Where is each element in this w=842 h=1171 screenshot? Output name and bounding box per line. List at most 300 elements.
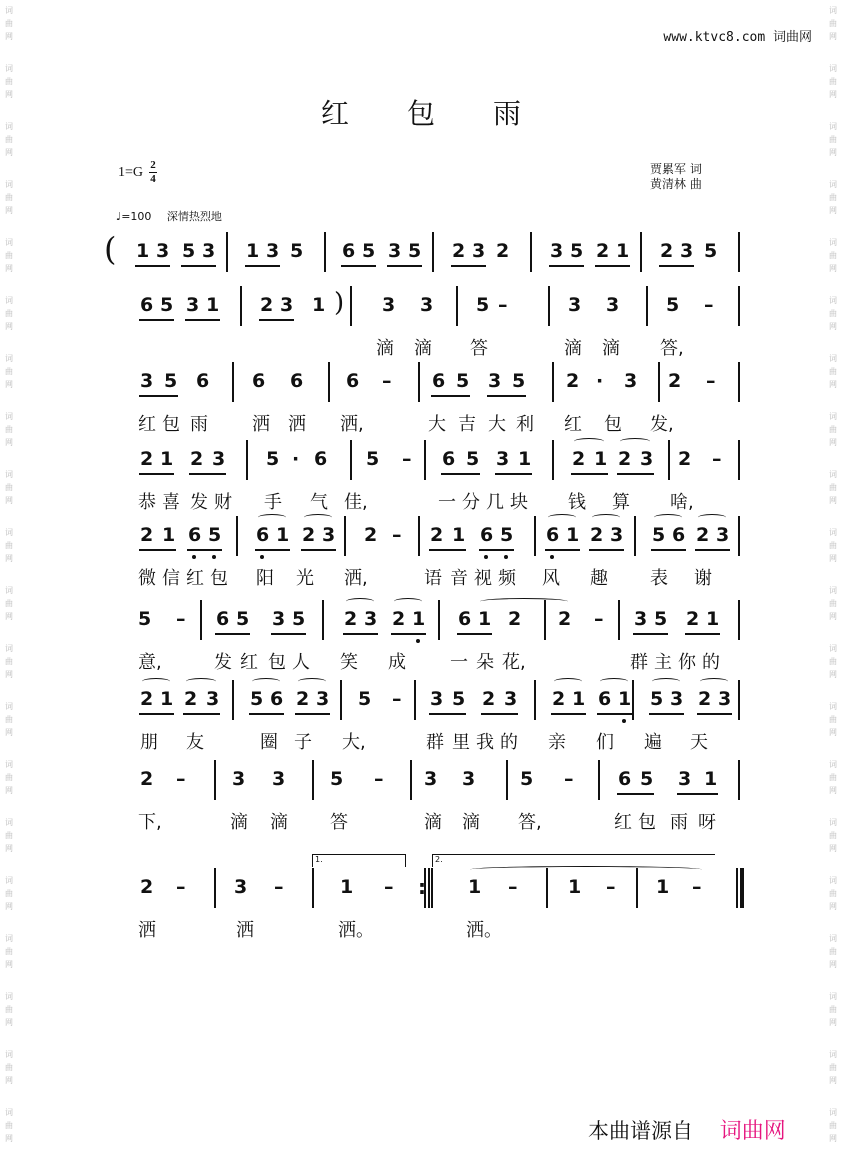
beam-underline	[185, 319, 220, 321]
note: 1	[206, 294, 220, 316]
watermark-char: 网	[829, 1076, 837, 1085]
note: –	[508, 876, 518, 898]
beam-underline	[295, 713, 330, 715]
lyric-syllable: 红	[564, 414, 582, 435]
barline	[738, 680, 740, 720]
note: 6	[252, 370, 266, 392]
watermark-char: 词	[5, 818, 13, 827]
watermark-char: 曲	[5, 367, 13, 376]
note: 6	[270, 688, 284, 710]
beam-underline	[341, 265, 376, 267]
note: 5	[640, 768, 654, 790]
note: 5	[466, 448, 480, 470]
beam-underline	[481, 713, 518, 715]
note: 3	[382, 294, 396, 316]
note: 3	[322, 524, 336, 546]
note: 3	[550, 240, 564, 262]
note: 5	[520, 768, 534, 790]
note: 3	[206, 688, 220, 710]
octave-dot	[622, 719, 626, 723]
slur	[298, 678, 326, 685]
lyrics-line	[0, 334, 842, 362]
watermark-char: 网	[829, 612, 837, 621]
lyrics-line	[0, 410, 842, 438]
note: 2	[508, 608, 522, 630]
note: 2	[660, 240, 674, 262]
volta-second: 2.	[432, 854, 715, 867]
note: 1	[452, 524, 466, 546]
lyric-syllable: 红	[614, 812, 632, 833]
time-signature	[149, 160, 157, 185]
watermark-char: 网	[5, 496, 13, 505]
open-paren: (	[104, 230, 117, 268]
lyric-syllable: 亲	[548, 732, 566, 753]
lyric-syllable: 的	[500, 732, 518, 753]
note: 2	[668, 370, 682, 392]
lyric-syllable: 子	[294, 732, 312, 753]
beam-underline	[259, 319, 294, 321]
note: –	[392, 524, 402, 546]
note: 2	[566, 370, 580, 392]
slur	[346, 598, 374, 605]
watermark-char: 词	[829, 586, 837, 595]
note: 3	[610, 524, 624, 546]
barline	[414, 680, 416, 720]
barline	[236, 516, 238, 556]
watermark-char: 曲	[5, 251, 13, 260]
close-paren: )	[334, 288, 345, 318]
barline	[506, 760, 508, 800]
beam-underline	[429, 713, 466, 715]
note: 1	[340, 876, 354, 898]
beam-underline	[649, 713, 684, 715]
octave-dot	[504, 555, 508, 559]
notes-line	[0, 290, 842, 330]
note: 3	[504, 688, 518, 710]
lyric-syllable: 雨	[670, 812, 688, 833]
watermark-char: 网	[5, 322, 13, 331]
note: 6	[458, 608, 472, 630]
note: 6	[314, 448, 328, 470]
watermark-char: 曲	[5, 425, 13, 434]
note: 1	[518, 448, 532, 470]
lyric-syllable: 洒,	[344, 568, 368, 589]
barline	[640, 232, 642, 272]
watermark-char: 词	[829, 992, 837, 1001]
beam-underline	[589, 549, 624, 551]
barline	[738, 600, 740, 640]
beam-underline	[451, 265, 486, 267]
note: 3	[670, 688, 684, 710]
note: 1	[276, 524, 290, 546]
barline	[350, 440, 352, 480]
watermark-char: 网	[829, 496, 837, 505]
notes-line	[0, 604, 842, 644]
note: 2	[698, 688, 712, 710]
lyric-syllable: 钱	[568, 492, 586, 513]
watermark-char: 曲	[5, 599, 13, 608]
note: 6	[480, 524, 494, 546]
lyric-syllable: 信	[162, 568, 180, 589]
slur	[554, 678, 582, 685]
lyric-syllable: 的	[702, 652, 720, 673]
note: 6	[442, 448, 456, 470]
notes-line	[0, 855, 842, 912]
lyric-syllable: 呀	[698, 812, 716, 833]
beam-underline	[139, 395, 178, 397]
watermark-char: 曲	[5, 483, 13, 492]
key-signature	[118, 160, 157, 185]
barline	[240, 286, 242, 326]
lyrics-line	[0, 564, 842, 592]
lyric-syllable: 主	[654, 652, 672, 673]
beam-underline	[187, 549, 222, 551]
lyric-syllable: 红	[138, 414, 156, 435]
watermark-char: 词	[5, 6, 13, 15]
note: 2	[596, 240, 610, 262]
lyric-syllable: 表	[650, 568, 668, 589]
time-den: 4	[150, 173, 156, 185]
note: 6	[216, 608, 230, 630]
barline	[214, 868, 216, 908]
beam-underline	[597, 713, 632, 715]
watermark-char: 词	[5, 354, 13, 363]
note: 3	[364, 608, 378, 630]
watermark-char: 词	[829, 6, 837, 15]
watermark-char: 词	[5, 644, 13, 653]
beam-underline	[139, 473, 174, 475]
note: 2	[140, 768, 154, 790]
watermark-char: 网	[5, 960, 13, 969]
lyric-syllable: 发,	[650, 414, 674, 435]
watermark-char: 网	[5, 206, 13, 215]
lyric-syllable: 恭	[138, 492, 156, 513]
watermark-char: 词	[5, 1050, 13, 1059]
watermark-char: 曲	[829, 251, 837, 260]
lyric-syllable: 遍	[644, 732, 662, 753]
lyric-syllable: 阳	[256, 568, 274, 589]
note: 5	[652, 524, 666, 546]
watermark-char: 词	[5, 64, 13, 73]
watermark-char: 网	[829, 206, 837, 215]
note: 5	[330, 768, 344, 790]
slur	[186, 678, 216, 685]
note: –	[176, 608, 186, 630]
lyric-syllable: 趣	[590, 568, 608, 589]
lyric-syllable: 喜	[162, 492, 180, 513]
watermark-char: 曲	[829, 135, 837, 144]
note: 2	[590, 524, 604, 546]
octave-dot	[212, 555, 216, 559]
beam-underline	[685, 633, 720, 635]
beam-underline	[659, 265, 694, 267]
barline	[432, 232, 434, 272]
note: 5	[138, 608, 152, 630]
beam-underline	[189, 473, 226, 475]
note: 1	[704, 768, 718, 790]
watermark-char: 词	[829, 644, 837, 653]
note: 2	[190, 448, 204, 470]
note: 2	[430, 524, 444, 546]
beam-underline	[617, 473, 654, 475]
barline	[214, 760, 216, 800]
lyric-syllable: 洒。	[338, 920, 374, 941]
lyricist: 贾累军 词	[650, 162, 702, 176]
watermark-char: 曲	[829, 425, 837, 434]
lyric-syllable: 答,	[518, 812, 542, 833]
score-row	[0, 366, 842, 446]
barline	[232, 362, 234, 402]
lyric-syllable: 谢	[694, 568, 712, 589]
note: 6	[188, 524, 202, 546]
lyric-syllable: 音	[450, 568, 468, 589]
watermark-char: 网	[5, 380, 13, 389]
barline	[552, 362, 554, 402]
note: 6	[618, 768, 632, 790]
watermark-char: 曲	[5, 1005, 13, 1014]
octave-dot	[416, 639, 420, 643]
note: 2	[260, 294, 274, 316]
note: 5	[512, 370, 526, 392]
lyric-syllable: 包	[210, 568, 228, 589]
note: 3	[678, 768, 692, 790]
repeat-barline	[431, 868, 433, 908]
lyric-syllable: 一	[438, 492, 456, 513]
barline	[418, 516, 420, 556]
barline	[738, 362, 740, 402]
beam-underline	[301, 549, 336, 551]
barline	[534, 516, 536, 556]
barline	[232, 680, 234, 720]
watermark-char: 词	[829, 760, 837, 769]
note: –	[692, 876, 702, 898]
watermark-char: 曲	[5, 715, 13, 724]
note: –	[606, 876, 616, 898]
watermark-char: 词	[5, 1108, 13, 1117]
barline	[438, 600, 440, 640]
watermark-char: 网	[829, 90, 837, 99]
note: 3	[424, 768, 438, 790]
barline	[322, 600, 324, 640]
note: 5	[650, 688, 664, 710]
score-row	[0, 684, 842, 764]
note: 5	[182, 240, 196, 262]
watermark-char: 曲	[829, 1121, 837, 1130]
barline	[738, 286, 740, 326]
watermark-char: 网	[5, 148, 13, 157]
lyric-syllable: 滴	[414, 338, 432, 359]
note: 5	[266, 448, 280, 470]
slur	[698, 514, 726, 521]
watermark-char: 词	[829, 180, 837, 189]
watermark-char: 网	[5, 264, 13, 273]
lyric-syllable: 财	[214, 492, 232, 513]
lyric-syllable: 一	[450, 652, 468, 673]
watermark-char: 曲	[829, 1063, 837, 1072]
barline	[530, 232, 532, 272]
barline	[312, 868, 314, 908]
note: 2	[140, 448, 154, 470]
beam-underline	[249, 713, 284, 715]
note: 1	[160, 688, 174, 710]
beam-underline	[343, 633, 378, 635]
score-row	[0, 855, 842, 952]
beam-underline	[697, 713, 732, 715]
note: 3	[272, 608, 286, 630]
watermark-char: 词	[5, 238, 13, 247]
barline	[552, 440, 554, 480]
note: 5	[476, 294, 490, 316]
note: 1	[246, 240, 260, 262]
lyric-syllable: 大	[488, 414, 506, 435]
note: 3	[212, 448, 226, 470]
note: 2	[558, 608, 572, 630]
slur	[700, 678, 728, 685]
lyric-syllable: 朋	[140, 732, 158, 753]
note: 6	[432, 370, 446, 392]
note: 2	[496, 240, 510, 262]
lyric-syllable: 频	[498, 568, 516, 589]
beam-underline	[183, 713, 220, 715]
note: 1	[572, 688, 586, 710]
note: –	[176, 876, 186, 898]
score-row	[0, 764, 842, 844]
lyric-syllable: 风	[542, 568, 560, 589]
note: ·	[596, 370, 604, 392]
lyric-syllable: 雨	[190, 414, 208, 435]
lyrics-line	[0, 916, 842, 944]
footer-brand[interactable]: 词曲网	[719, 1119, 786, 1144]
barline	[246, 440, 248, 480]
beam-underline	[617, 793, 654, 795]
note: 5	[292, 608, 306, 630]
note: 3	[640, 448, 654, 470]
barline	[544, 600, 546, 640]
beam-underline	[271, 633, 306, 635]
watermark-char: 网	[829, 960, 837, 969]
watermark-char: 曲	[829, 1005, 837, 1014]
lyric-syllable: 大	[428, 414, 446, 435]
watermark-char: 网	[829, 322, 837, 331]
slur	[394, 598, 422, 605]
note: –	[706, 370, 716, 392]
lyrics-line	[0, 488, 842, 516]
lyric-syllable: 红	[240, 652, 258, 673]
lyric-syllable: 洒。	[466, 920, 502, 941]
watermark-char: 网	[5, 786, 13, 795]
barline	[632, 680, 634, 720]
watermark-char: 网	[829, 148, 837, 157]
watermark-char: 网	[5, 32, 13, 41]
beam-underline	[255, 549, 290, 551]
note: 1	[312, 294, 326, 316]
watermark-char: 曲	[5, 135, 13, 144]
note: 5	[358, 688, 372, 710]
slur	[480, 598, 568, 605]
lyric-syllable: 吉	[458, 414, 476, 435]
note: –	[382, 370, 392, 392]
note: 5	[456, 370, 470, 392]
lyric-syllable: 花,	[502, 652, 526, 673]
lyric-syllable: 啥,	[670, 492, 694, 513]
barline	[456, 286, 458, 326]
note: 3	[496, 448, 510, 470]
watermark-char: 词	[5, 296, 13, 305]
note: 3	[420, 294, 434, 316]
lyric-syllable: 微	[138, 568, 156, 589]
note: ·	[292, 448, 300, 470]
lyric-syllable: 利	[516, 414, 534, 435]
note: –	[176, 768, 186, 790]
watermark-char: 曲	[829, 193, 837, 202]
score-row	[0, 290, 842, 370]
watermark-char: 网	[829, 32, 837, 41]
barline	[736, 868, 738, 908]
lyric-syllable: 答	[330, 812, 348, 833]
slur	[574, 438, 604, 445]
note: –	[594, 608, 604, 630]
beam-underline	[391, 633, 426, 635]
barline	[410, 760, 412, 800]
lyric-syllable: 光	[296, 568, 314, 589]
watermark-char: 网	[829, 554, 837, 563]
watermark-char: 词	[829, 876, 837, 885]
note: 1	[136, 240, 150, 262]
watermark-char: 网	[829, 1018, 837, 1027]
note: 5	[366, 448, 380, 470]
note: 3	[316, 688, 330, 710]
slur	[620, 438, 650, 445]
watermark-char: 网	[829, 438, 837, 447]
slur	[252, 678, 280, 685]
score-row	[0, 520, 842, 600]
watermark-char: 词	[829, 238, 837, 247]
site-url[interactable]: www.ktvc8.com 词曲网	[663, 30, 812, 45]
watermark-char: 网	[829, 670, 837, 679]
watermark-char: 网	[829, 786, 837, 795]
note: 5	[654, 608, 668, 630]
octave-dot	[260, 555, 264, 559]
lyric-syllable: 成	[388, 652, 406, 673]
slur	[654, 514, 682, 521]
beam-underline	[571, 473, 608, 475]
slur	[258, 514, 286, 521]
note: 3	[430, 688, 444, 710]
watermark-char: 网	[5, 90, 13, 99]
note: 1	[616, 240, 630, 262]
barline	[344, 516, 346, 556]
watermark-char: 词	[829, 122, 837, 131]
lyric-syllable: 发	[214, 652, 232, 673]
barline	[534, 680, 536, 720]
beam-underline	[551, 713, 586, 715]
note: 6	[346, 370, 360, 392]
note: 2	[296, 688, 310, 710]
note: 5	[408, 240, 422, 262]
note: 3	[272, 768, 286, 790]
watermark-char: 曲	[829, 599, 837, 608]
watermark-char: 词	[829, 354, 837, 363]
repeat-sign: :	[418, 875, 426, 899]
watermark-char: 曲	[5, 831, 13, 840]
lyric-syllable: 滴	[376, 338, 394, 359]
beam-underline	[139, 319, 174, 321]
beam-underline	[215, 633, 250, 635]
barline	[668, 440, 670, 480]
note: 3	[462, 768, 476, 790]
lyric-syllable: 洒	[236, 920, 254, 941]
beam-underline	[429, 549, 466, 551]
